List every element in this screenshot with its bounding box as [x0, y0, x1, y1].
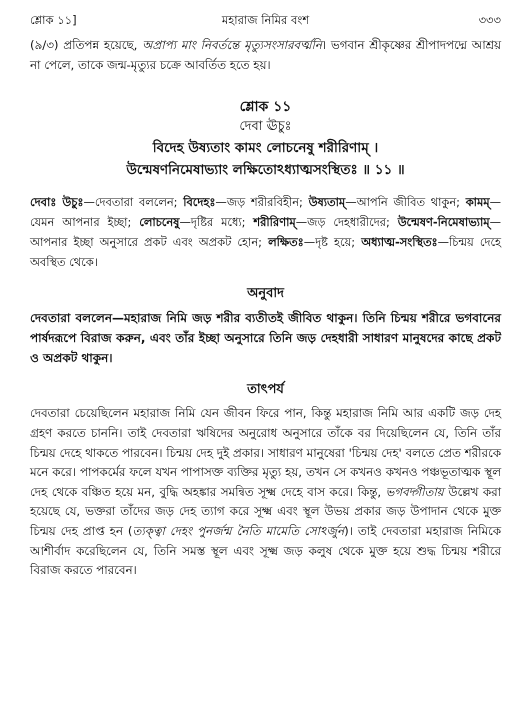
synonym-meaning: —দৃষ্টির মধ্যে;: [179, 214, 254, 229]
intro-quote: অপ্রাপ্য মাং নিবর্তন্তে মৃত্যুসংসারবর্ত্মনি: [142, 38, 322, 52]
synonym-word: অধ্যাত্ম-সংস্থিতঃ: [361, 234, 438, 249]
synonym-meaning: —আপনি জীবিত থাকুন;: [345, 195, 466, 210]
page-body: [30, 36, 501, 581]
synonym-meaning: —দেবতারা বললেন;: [83, 195, 184, 210]
intro-suffix: । ভগবান শ্রীকৃষ্ণের শ্রীপাদপদ্মে আশ্রয় না পেলে, তাকে জন্ম-মৃত্যুর চক্রে আবর্তিত হতে হয়।: [30, 38, 501, 72]
verse-line-2: উন্মেষণনিমেষাভ্যাং লক্ষিতোঽধ্যাত্মসংস্থিতঃ ॥ ১১ ॥: [126, 162, 405, 179]
intro-paragraph: [30, 36, 501, 75]
page-number: ৩৩৩: [478, 13, 501, 27]
synonym-meaning: —জড় দেহধারীদের;: [295, 214, 398, 229]
purport-italic-1: ভগবদ্গীতায়: [385, 484, 444, 499]
synonym-word: দেবাঃ উচুঃ: [30, 195, 84, 210]
synonym-meaning: —চিন্ময় দেহে অবস্থিত থেকে।: [30, 234, 501, 269]
purport-italic-2: ত্যক্ত্বা দেহং পুনর্জন্ম নৈতি মামেতি সোঽর্জুন: [132, 523, 345, 538]
synonym-meaning: —জড় শরীরবিহীন;: [215, 195, 309, 210]
synonym-meaning: —আপনার ইচ্ছা অনুসারে প্রকট এবং অপ্রকট হোন;: [30, 214, 502, 249]
verse-speaker: দেবা ঊচুঃ: [239, 119, 292, 135]
verse-number: শ্লোক ১১: [239, 99, 292, 116]
synonym-word: শরীরিণাম্: [253, 214, 296, 229]
purport-text-3: )। তাই দেবতারা মহারাজ নিমিকে আশীর্বাদ করেছিলেন যে, তিনি সমস্ত স্থূল এবং সূক্ষ্ম জড় কলুষ থেকে মুক্ত হয়ে শুদ্ধ চিন্ময় শরীরে বিরাজ করতে পারবেন।: [30, 523, 501, 578]
header-verse-ref: শ্লোক ১১]: [30, 13, 77, 27]
running-header: [30, 12, 501, 30]
header-chapter-title: মহারাজ নিমির বংশ: [221, 13, 310, 27]
synonym-word: উষ্যতাম্: [308, 195, 346, 210]
verse-line-1: বিদেহ উষ্যতাং কামং লোচনেষু শরীরিণাম্ ।: [152, 140, 379, 157]
synonym-word: লক্ষিতঃ: [268, 234, 304, 249]
synonym-word: কামম্: [465, 195, 490, 210]
purport-text-1: দেবতারা চেয়েছিলেন মহারাজ নিমি যেন জীবন ফিরে পান, কিন্তু মহারাজ নিমি আর একটি জড় দেহ গ্রহণ করতে চাননি। তাই দেবতারা ঋষিদের অনুরোধ অনুসারে তাঁকে বর দিয়েছিলেন যে, তিনি তাঁর চিন্ময় দেহে থাকতে পারবেন। চিন্ময় দেহ দুই প্রকার। সাধারণ মানুষেরা 'চিন্ময় দেহ' বলতে প্রেত শরীরকে মনে করে। পাপকর্মের ফলে যখন পাপাসক্ত ব্যক্তির মৃত্যু হয়, তখন সে কখনও কখনও পঞ্চভূতাত্মক স্থূল দেহ থেকে বঞ্চিত হয়ে মন, বুদ্ধি অহঙ্কার সমন্বিত সূক্ষ্ম দেহে বাস করে। কিন্তু,: [30, 406, 501, 499]
synonym-word: উন্মেষণ-নিমেষাভ্যাম্: [397, 214, 490, 229]
translation-text: দেবতারা বললেন—মহারাজ নিমি জড় শরীর ব্যতীতই জীবিত থাকুন। তিনি চিন্ময় শরীরে ভগবানের পার্ষদরূপে বিরাজ করুন, এবং তাঁর ইচ্ছা অনুসারে তিনি জড় দেহধারী সাধারণ মানুষদের কাছে প্রকট ও অপ্রকট থাকুন।: [30, 311, 501, 366]
synonym-meaning: —দৃষ্ট হয়ে;: [303, 234, 362, 249]
synonym-word: বিদেহঃ: [183, 195, 216, 210]
purport-text-2: উল্লেখ করা হয়েছে যে, ভক্তরা তাঁদের জড় দেহ ত্যাগ করে সূক্ষ্ম এবং স্থূল উভয় প্রকার জড় উপাদান থেকে মুক্ত চিন্ময় দেহ প্রাপ্ত হন (: [30, 484, 501, 538]
intro-prefix: (৯/৩) প্রতিপন্ন হয়েছে,: [30, 38, 143, 52]
purport-heading: তাৎপর্য: [247, 382, 284, 398]
synonyms-paragraph: [30, 193, 501, 272]
translation-heading: অনুবাদ: [247, 286, 284, 302]
synonym-meaning: —যেমন আপনার ইচ্ছা;: [30, 195, 502, 229]
synonym-word: লোচনেষু: [139, 214, 180, 229]
purport-paragraph: [30, 404, 501, 580]
